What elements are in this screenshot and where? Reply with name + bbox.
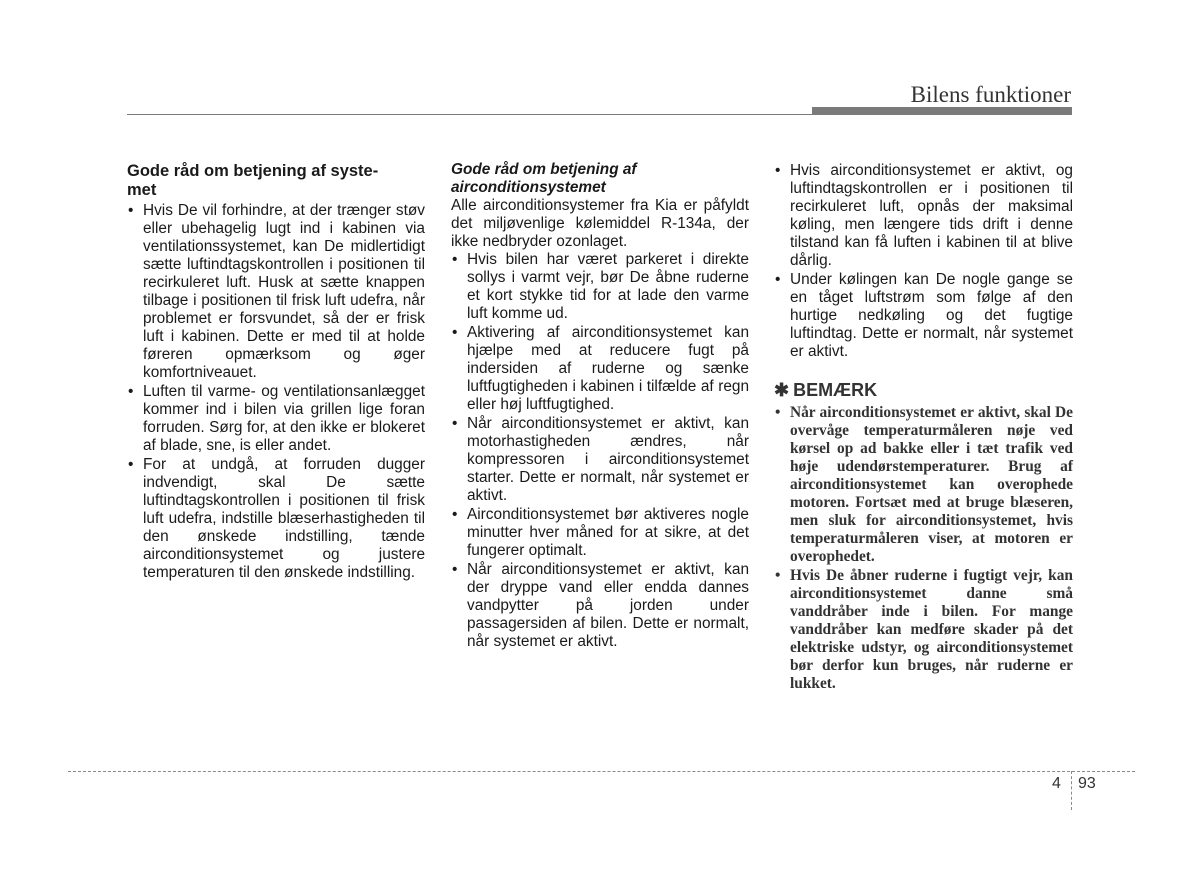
note-heading (774, 380, 1073, 400)
section-heading (127, 162, 425, 200)
note-heading-text: BEMÆRK (793, 380, 878, 400)
list-item: • Når airconditionsystemet er aktivt, kan motorhastigheden ændres, når kompressoren i airconditionsystemet starter. Dette er normalt, når systemet er aktivt. (451, 415, 749, 505)
bullet-list (127, 202, 425, 582)
column-right (774, 162, 1073, 694)
header-rule (127, 114, 1072, 115)
chapter-number: 4 (1052, 775, 1061, 792)
note-item: • Hvis De åbner ruderne i fugtigt vejr, kan airconditionsystemet danne små vanddråber inde i bilen. For mange vanddråber kan medføre skader på det elektriske udstyr, og airconditionsystemet bør derfor kun bruges, når ruderne er lukket. (774, 567, 1073, 693)
footer-divider (1071, 771, 1072, 810)
column-middle (451, 161, 749, 652)
list-item: • Hvis De vil forhindre, at der trænger støv eller ubehagelig lugt ind i kabinen via ventilationssystemet, kan De midlertidigt sætte luftindtagskontrollen i positionen til recirkuleret luft. Husk at sætte knappen tilbage i positionen til frisk luft udefra, når problemet er forsvundet, så der er frisk luft i kabinen. Dette er med til at holde føreren opmærksom og øger komfortniveauet. (127, 202, 425, 382)
header-accent-bar (812, 107, 1072, 114)
footer-dashed-rule (68, 771, 1135, 772)
bullet-list (774, 162, 1073, 361)
intro-paragraph: Alle airconditionsystemer fra Kia er påfyldt det miljøvenlige kølemiddel R-134a, der ikke nedbryder ozonlaget. (451, 197, 749, 250)
list-item: • Luften til varme- og ventilationsanlægget kommer ind i bilen via grillen lige foran forruden. Sørg for, at den ikke er blokeret af blade, sne, is eller andet. (127, 383, 425, 455)
bullet-list (451, 251, 749, 651)
asterisk-icon: ✱ (774, 380, 790, 400)
list-item: • Aktivering af airconditionsystemet kan hjælpe med at reducere fugt på indersiden af ruderne og sænke luftfugtigheden i kabinen i tilfælde af regn eller høj luftfugtighed. (451, 324, 749, 414)
page-number: 93 (1078, 775, 1096, 792)
section-title: Bilens funktioner (910, 82, 1071, 107)
note-list (774, 404, 1073, 693)
column-left (127, 162, 425, 583)
list-item: • Airconditionsystemet bør aktiveres nogle minutter hver måned for at sikre, at det fungerer optimalt. (451, 506, 749, 560)
note-item: • Når airconditionsystemet er aktivt, skal De overvåge temperaturmåleren nøje ved kørsel op ad bakke eller i tæt trafik ved høje udendørstemperaturer. Brug af airconditionsystemet kan overophede motoren. Fortsæt med at bruge blæseren, men sluk for airconditionsystemet, hvis temperaturmåleren viser, at motoren er overophedet. (774, 404, 1073, 566)
section-heading-text: Gode råd om betjening af syste- met (127, 162, 379, 199)
list-item: • Hvis airconditionsystemet er aktivt, og luftindtagskontrollen er i positionen til recirkuleret luft, opnås der maksimal køling, men længere tids drift i denne tilstand kan få luften i kabinen til at blive dårlig. (774, 162, 1073, 270)
section-subheading: Gode råd om betjening af airconditionsystemet (451, 161, 637, 196)
list-item: • For at undgå, at forruden dugger indvendigt, skal De sætte luftindtagskontrollen i positionen til frisk luft udefra, indstille blæserhastigheden til den ønskede indstilling, tænde airconditionsystemet og justere temperaturen til den ønskede indstilling. (127, 456, 425, 582)
list-item: • Hvis bilen har været parkeret i direkte sollys i varmt vejr, bør De åbne ruderne et kort stykke tid for at lade den varme luft komme ud. (451, 251, 749, 323)
list-item: • Når airconditionsystemet er aktivt, kan der dryppe vand eller endda dannes vandpytter på jorden under passagersiden af bilen. Dette er normalt, når systemet er aktivt. (451, 561, 749, 651)
list-item: • Under kølingen kan De nogle gange se en tåget luftstrøm som følge af den hurtige nedkøling og det fugtige luftindtag. Dette er normalt, når systemet er aktivt. (774, 271, 1073, 361)
